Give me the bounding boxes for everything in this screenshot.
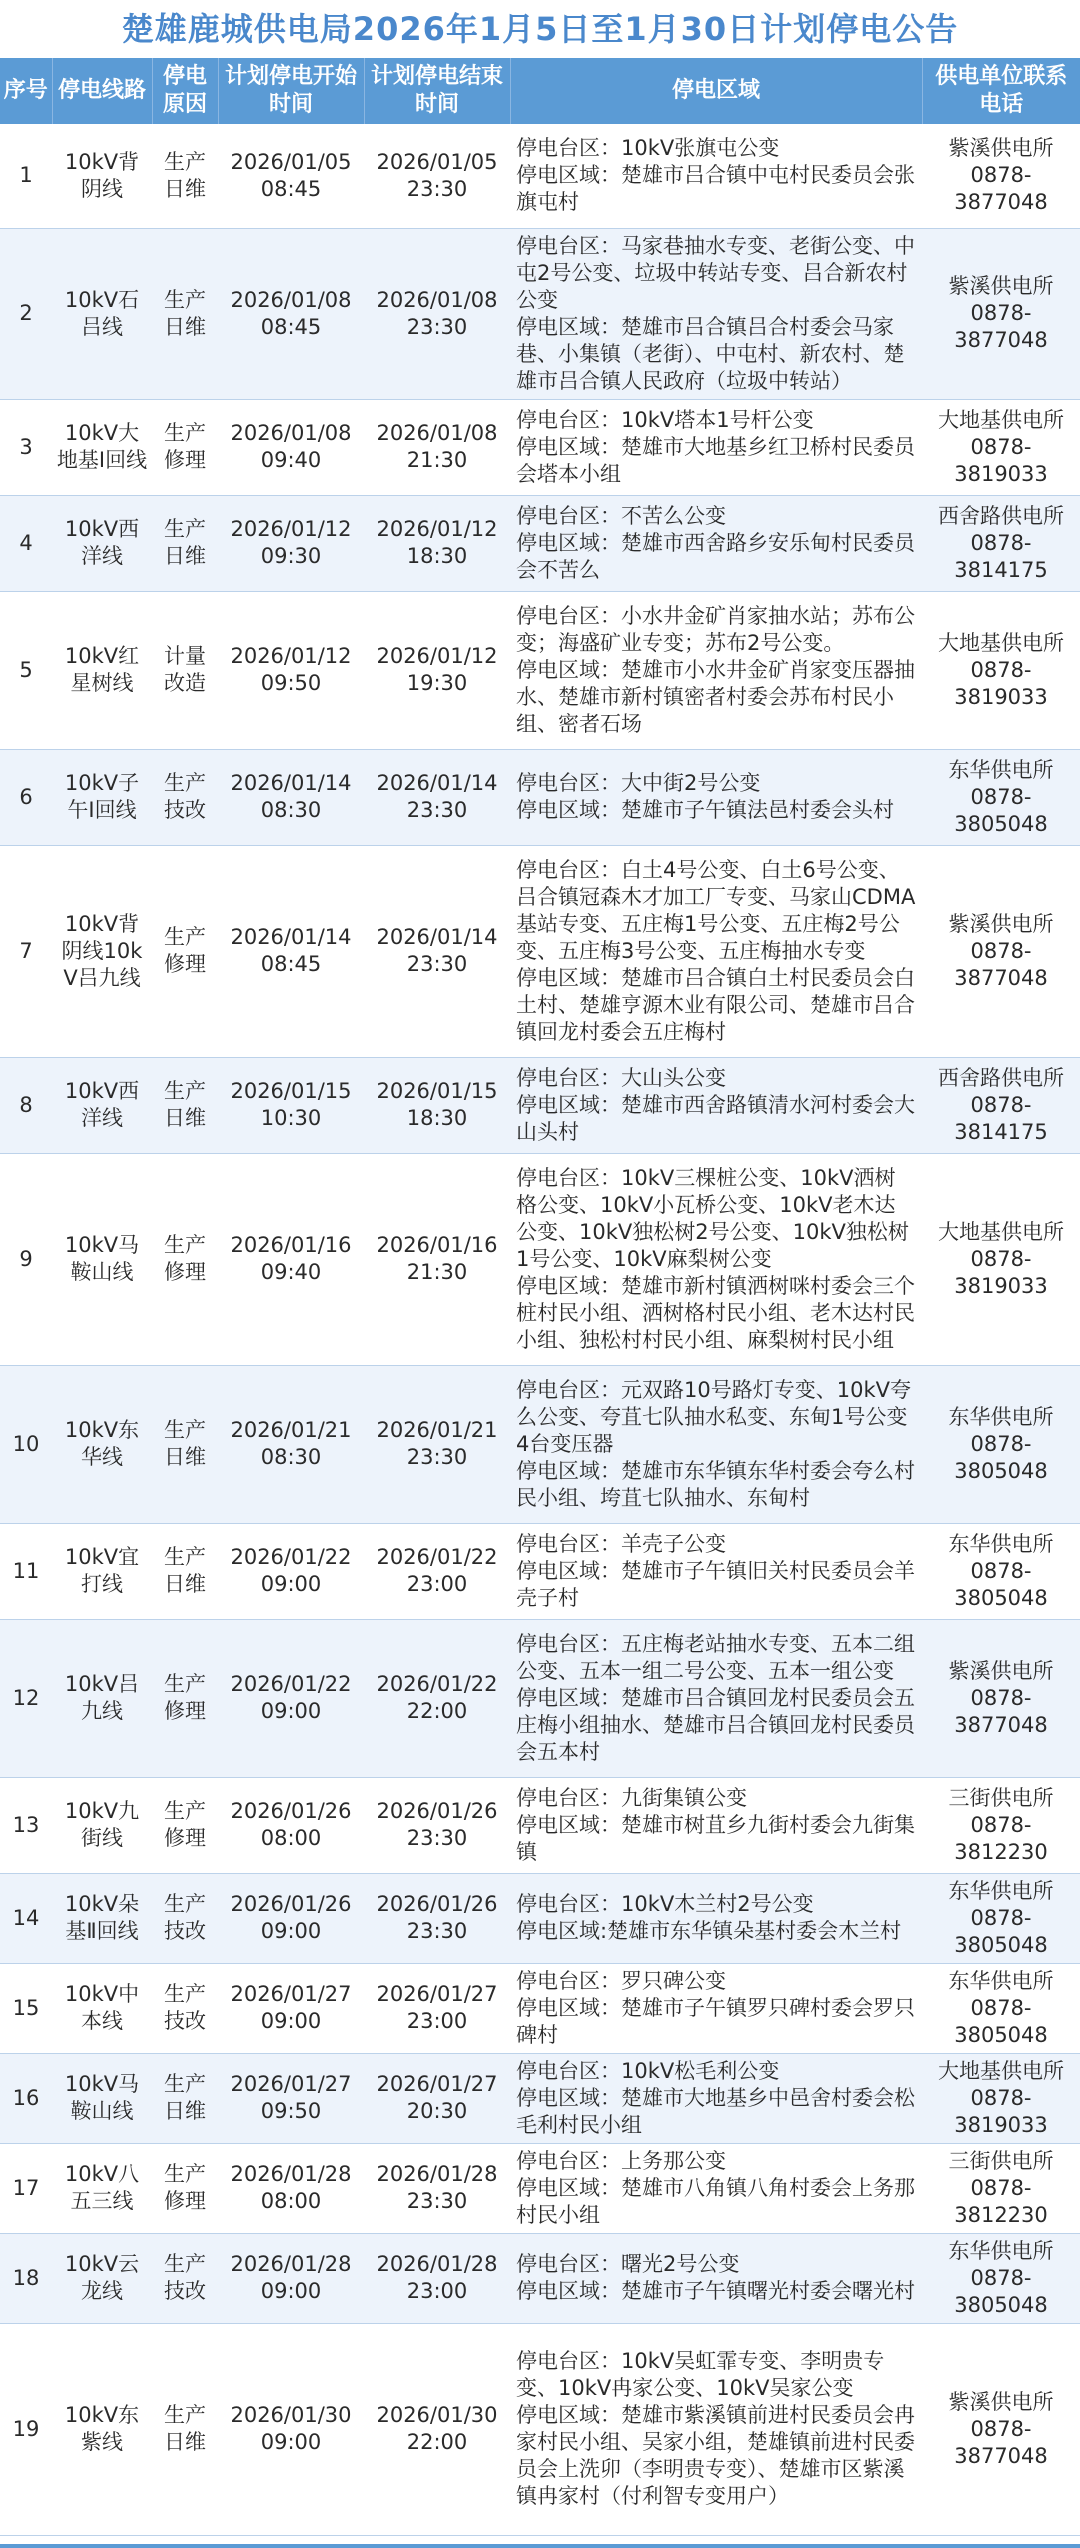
table-row xyxy=(0,124,1080,228)
cell-line: 10kV石吕线 xyxy=(52,228,152,399)
table-row xyxy=(0,399,1080,495)
cell-end: 2026/01/08 23:30 xyxy=(364,228,510,399)
cell-end: 2026/01/16 21:30 xyxy=(364,1153,510,1365)
page-title: 楚雄鹿城供电局2026年1月5日至1月30日计划停电公告 xyxy=(121,10,959,48)
cell-area: 停电台区：九街集镇公变 停电区域：楚雄市树苴乡九街村委会九街集镇 xyxy=(510,1777,922,1873)
cell-line: 10kV马鞍山线 xyxy=(52,1153,152,1365)
cell-reason: 生产技改 xyxy=(152,1873,218,1963)
cell-contact: 东华供电所 0878- 3805048 xyxy=(922,1963,1080,2053)
cell-contact: 东华供电所 0878- 3805048 xyxy=(922,2233,1080,2323)
cell-contact: 紫溪供电所 0878- 3877048 xyxy=(922,845,1080,1057)
cell-reason: 生产技改 xyxy=(152,2233,218,2323)
cell-no: 11 xyxy=(0,1523,52,1619)
cell-line: 10kV背阴线 xyxy=(52,124,152,228)
cell-end: 2026/01/26 23:30 xyxy=(364,1873,510,1963)
cell-reason: 生产日维 xyxy=(152,124,218,228)
cell-contact: 大地基供电所 0878- 3819033 xyxy=(922,399,1080,495)
cell-reason: 生产修理 xyxy=(152,1619,218,1777)
table-row xyxy=(0,1963,1080,2053)
cell-no: 6 xyxy=(0,749,52,845)
cell-end: 2026/01/12 19:30 xyxy=(364,591,510,749)
table-row xyxy=(0,1619,1080,1777)
table-row xyxy=(0,1873,1080,1963)
table-row xyxy=(0,591,1080,749)
cell-end: 2026/01/22 22:00 xyxy=(364,1619,510,1777)
cell-reason: 生产日维 xyxy=(152,1057,218,1153)
cell-no: 17 xyxy=(0,2143,52,2233)
cell-start: 2026/01/22 09:00 xyxy=(218,1619,364,1777)
cell-end: 2026/01/28 23:30 xyxy=(364,2143,510,2233)
cell-start: 2026/01/05 08:45 xyxy=(218,124,364,228)
table-header xyxy=(0,58,1080,124)
cell-no: 12 xyxy=(0,1619,52,1777)
cell-contact: 西舍路供电所 0878- 3814175 xyxy=(922,495,1080,591)
cell-area: 停电台区：10kV三棵桩公变、10kV洒树格公变、10kV小瓦桥公变、10kV老木达公变、10kV独松树2号公变、10kV独松树1号公变、10kV麻梨树公变 停电区域：楚雄市新村镇洒树咪村委会三个桩村民小组、洒树格村民小组、老木达村民小组、独松村村民小组、麻梨树村民小组 xyxy=(510,1153,922,1365)
header-area: 停电区域 xyxy=(510,58,922,124)
cell-reason: 生产修理 xyxy=(152,399,218,495)
cell-line: 10kV宜打线 xyxy=(52,1523,152,1619)
cell-reason: 生产技改 xyxy=(152,1963,218,2053)
cell-area: 停电台区：不苦么公变 停电区域：楚雄市西舍路乡安乐甸村民委员会不苦么 xyxy=(510,495,922,591)
cell-reason: 计量改造 xyxy=(152,591,218,749)
cell-no: 15 xyxy=(0,1963,52,2053)
table-row xyxy=(0,749,1080,845)
cell-end: 2026/01/22 23:00 xyxy=(364,1523,510,1619)
table-row xyxy=(0,1365,1080,1523)
cell-contact: 东华供电所 0878- 3805048 xyxy=(922,1873,1080,1963)
cell-end: 2026/01/21 23:30 xyxy=(364,1365,510,1523)
cell-start: 2026/01/14 08:45 xyxy=(218,845,364,1057)
cell-contact: 三街供电所 0878- 3812230 xyxy=(922,1777,1080,1873)
cell-area: 停电台区：曙光2号公变 停电区域：楚雄市子午镇曙光村委会曙光村 xyxy=(510,2233,922,2323)
cell-no: 19 xyxy=(0,2323,52,2535)
cell-line: 10kV西洋线 xyxy=(52,1057,152,1153)
cell-no: 9 xyxy=(0,1153,52,1365)
cell-reason: 生产技改 xyxy=(152,749,218,845)
cell-area: 停电台区：大山头公变 停电区域：楚雄市西舍路镇清水河村委会大山头村 xyxy=(510,1057,922,1153)
cell-reason: 生产日维 xyxy=(152,2053,218,2143)
cell-end: 2026/01/05 23:30 xyxy=(364,124,510,228)
cell-start: 2026/01/15 10:30 xyxy=(218,1057,364,1153)
cell-contact: 大地基供电所 0878- 3819033 xyxy=(922,1153,1080,1365)
cell-line: 10kV九街线 xyxy=(52,1777,152,1873)
cell-contact: 东华供电所 0878- 3805048 xyxy=(922,749,1080,845)
cell-end: 2026/01/26 23:30 xyxy=(364,1777,510,1873)
cell-line: 10kV大地基Ⅰ回线 xyxy=(52,399,152,495)
cell-line: 10kV东华线 xyxy=(52,1365,152,1523)
cell-area: 停电台区：白土4号公变、白土6号公变、吕合镇冠森木才加工厂专变、马家山CDMA基站专变、五庄梅1号公变、五庄梅2号公变、五庄梅3号公变、五庄梅抽水专变 停电区域：楚雄市吕合镇白土村民委员会白土村、楚雄亨源木业有限公司、楚雄市吕合镇回龙村委会五庄梅村 xyxy=(510,845,922,1057)
table-row xyxy=(0,1777,1080,1873)
cell-end: 2026/01/08 21:30 xyxy=(364,399,510,495)
cell-contact: 大地基供电所 0878- 3819033 xyxy=(922,2053,1080,2143)
cell-end: 2026/01/14 23:30 xyxy=(364,845,510,1057)
cell-line: 10kV红星树线 xyxy=(52,591,152,749)
cell-contact: 紫溪供电所 0878- 3877048 xyxy=(922,1619,1080,1777)
cell-area: 停电台区：上务那公变 停电区域：楚雄市八角镇八角村委会上务那村民小组 xyxy=(510,2143,922,2233)
cell-start: 2026/01/30 09:00 xyxy=(218,2323,364,2535)
cell-area: 停电台区：10kV松毛利公变 停电区域：楚雄市大地基乡中邑舍村委会松毛利村民小组 xyxy=(510,2053,922,2143)
cell-line: 10kV吕九线 xyxy=(52,1619,152,1777)
cell-area: 停电台区：10kV木兰村2号公变 停电区域:楚雄市东华镇朵基村委会木兰村 xyxy=(510,1873,922,1963)
cell-contact: 紫溪供电所 0878- 3877048 xyxy=(922,2323,1080,2535)
cell-end: 2026/01/27 20:30 xyxy=(364,2053,510,2143)
cell-no: 8 xyxy=(0,1057,52,1153)
cell-start: 2026/01/28 08:00 xyxy=(218,2143,364,2233)
cell-start: 2026/01/22 09:00 xyxy=(218,1523,364,1619)
cell-area: 停电台区：大中街2号公变 停电区域：楚雄市子午镇法邑村委会头村 xyxy=(510,749,922,845)
cell-area: 停电台区：五庄梅老站抽水专变、五本二组公变、五本一组二号公变、五本一组公变 停电区域：楚雄市吕合镇回龙村民委员会五庄梅小组抽水、楚雄市吕合镇回龙村民委员会五本村 xyxy=(510,1619,922,1777)
cell-end: 2026/01/14 23:30 xyxy=(364,749,510,845)
header-end: 计划停电结束时间 xyxy=(364,58,510,124)
cell-no: 1 xyxy=(0,124,52,228)
table-row xyxy=(0,1057,1080,1153)
cell-contact: 东华供电所 0878- 3805048 xyxy=(922,1365,1080,1523)
table-row xyxy=(0,2233,1080,2323)
table-row xyxy=(0,2143,1080,2233)
cell-no: 5 xyxy=(0,591,52,749)
cell-no: 14 xyxy=(0,1873,52,1963)
cell-start: 2026/01/08 08:45 xyxy=(218,228,364,399)
cell-start: 2026/01/21 08:30 xyxy=(218,1365,364,1523)
cell-start: 2026/01/27 09:50 xyxy=(218,2053,364,2143)
header-line: 停电线路 xyxy=(52,58,152,124)
cell-start: 2026/01/26 08:00 xyxy=(218,1777,364,1873)
cell-contact: 三街供电所 0878- 3812230 xyxy=(922,2143,1080,2233)
cell-line: 10kV背阴线10kV吕九线 xyxy=(52,845,152,1057)
cell-end: 2026/01/28 23:00 xyxy=(364,2233,510,2323)
cell-line: 10kV云龙线 xyxy=(52,2233,152,2323)
cell-no: 7 xyxy=(0,845,52,1057)
cell-start: 2026/01/27 09:00 xyxy=(218,1963,364,2053)
cell-start: 2026/01/08 09:40 xyxy=(218,399,364,495)
cell-contact: 东华供电所 0878- 3805048 xyxy=(922,1523,1080,1619)
cell-reason: 生产修理 xyxy=(152,1777,218,1873)
cell-reason: 生产日维 xyxy=(152,495,218,591)
cell-line: 10kV子午Ⅰ回线 xyxy=(52,749,152,845)
cell-area: 停电台区：罗只碑公变 停电区域：楚雄市子午镇罗只碑村委会罗只碑村 xyxy=(510,1963,922,2053)
cell-reason: 生产日维 xyxy=(152,228,218,399)
cell-line: 10kV八五三线 xyxy=(52,2143,152,2233)
outage-table xyxy=(0,58,1080,2536)
cell-area: 停电台区：10kV吴虹霏专变、李明贵专变、10kV冉家公变、10kV吴家公变 停电区域：楚雄市紫溪镇前进村民委员会冉家村民小组、吴家小组，楚雄镇前进村民委员会上洗卯（李明贵专变）、楚雄市区紫溪镇冉家村（付利智专变用户） xyxy=(510,2323,922,2535)
header-contact: 供电单位联系电话 xyxy=(922,58,1080,124)
cell-line: 10kV中本线 xyxy=(52,1963,152,2053)
table-row xyxy=(0,228,1080,399)
cell-line: 10kV朵基Ⅱ回线 xyxy=(52,1873,152,1963)
cell-line: 10kV西洋线 xyxy=(52,495,152,591)
table-row xyxy=(0,2323,1080,2535)
cell-contact: 西舍路供电所 0878- 3814175 xyxy=(922,1057,1080,1153)
cell-area: 停电台区：马家巷抽水专变、老街公变、中屯2号公变、垃圾中转站专变、吕合新农村公变 停电区域：楚雄市吕合镇吕合村委会马家巷、小集镇（老街）、中屯村、新农村、楚雄市吕合镇人民政府（垃圾中转站） xyxy=(510,228,922,399)
cell-reason: 生产修理 xyxy=(152,845,218,1057)
cell-reason: 生产修理 xyxy=(152,2143,218,2233)
cell-area: 停电台区：10kV塔本1号杆公变 停电区域：楚雄市大地基乡红卫桥村民委员会塔本小组 xyxy=(510,399,922,495)
cell-area: 停电台区：小水井金矿肖家抽水站；苏布公变；海盛矿业专变；苏布2号公变。 停电区域：楚雄市小水井金矿肖家变压器抽水、楚雄市新村镇密者村委会苏布村民小组、密者石场 xyxy=(510,591,922,749)
cell-contact: 紫溪供电所 0878- 3877048 xyxy=(922,228,1080,399)
cell-start: 2026/01/12 09:50 xyxy=(218,591,364,749)
cell-start: 2026/01/12 09:30 xyxy=(218,495,364,591)
table-row xyxy=(0,495,1080,591)
cell-area: 停电台区：元双路10号路灯专变、10kV夸么公变、夸苴七队抽水私变、东甸1号公变4台变压器 停电区域：楚雄市东华镇东华村委会夸么村民小组、垮苴七队抽水、东甸村 xyxy=(510,1365,922,1523)
cell-reason: 生产日维 xyxy=(152,1523,218,1619)
cell-reason: 生产日维 xyxy=(152,2323,218,2535)
cell-end: 2026/01/27 23:00 xyxy=(364,1963,510,2053)
table-body xyxy=(0,124,1080,2535)
cell-no: 4 xyxy=(0,495,52,591)
cell-start: 2026/01/14 08:30 xyxy=(218,749,364,845)
table-row xyxy=(0,1523,1080,1619)
cell-reason: 生产修理 xyxy=(152,1153,218,1365)
cell-no: 18 xyxy=(0,2233,52,2323)
table-row xyxy=(0,845,1080,1057)
header-reason: 停电原因 xyxy=(152,58,218,124)
cell-contact: 紫溪供电所 0878- 3877048 xyxy=(922,124,1080,228)
cell-area: 停电台区：10kV张旗屯公变 停电区域：楚雄市吕合镇中屯村民委员会张旗屯村 xyxy=(510,124,922,228)
header-no: 序号 xyxy=(0,58,52,124)
cell-reason: 生产日维 xyxy=(152,1365,218,1523)
cell-line: 10kV东紫线 xyxy=(52,2323,152,2535)
cell-end: 2026/01/15 18:30 xyxy=(364,1057,510,1153)
cell-area: 停电台区：羊壳子公变 停电区域：楚雄市子午镇旧关村民委员会羊壳子村 xyxy=(510,1523,922,1619)
cell-no: 2 xyxy=(0,228,52,399)
cell-no: 10 xyxy=(0,1365,52,1523)
cell-no: 13 xyxy=(0,1777,52,1873)
table-row xyxy=(0,2053,1080,2143)
cell-end: 2026/01/12 18:30 xyxy=(364,495,510,591)
cell-no: 3 xyxy=(0,399,52,495)
header-start: 计划停电开始时间 xyxy=(218,58,364,124)
cell-start: 2026/01/26 09:00 xyxy=(218,1873,364,1963)
cell-line: 10kV马鞍山线 xyxy=(52,2053,152,2143)
table-row xyxy=(0,1153,1080,1365)
cell-contact: 大地基供电所 0878- 3819033 xyxy=(922,591,1080,749)
cell-no: 16 xyxy=(0,2053,52,2143)
bottom-divider xyxy=(0,2544,1080,2548)
cell-start: 2026/01/16 09:40 xyxy=(218,1153,364,1365)
cell-end: 2026/01/30 22:00 xyxy=(364,2323,510,2535)
cell-start: 2026/01/28 09:00 xyxy=(218,2233,364,2323)
